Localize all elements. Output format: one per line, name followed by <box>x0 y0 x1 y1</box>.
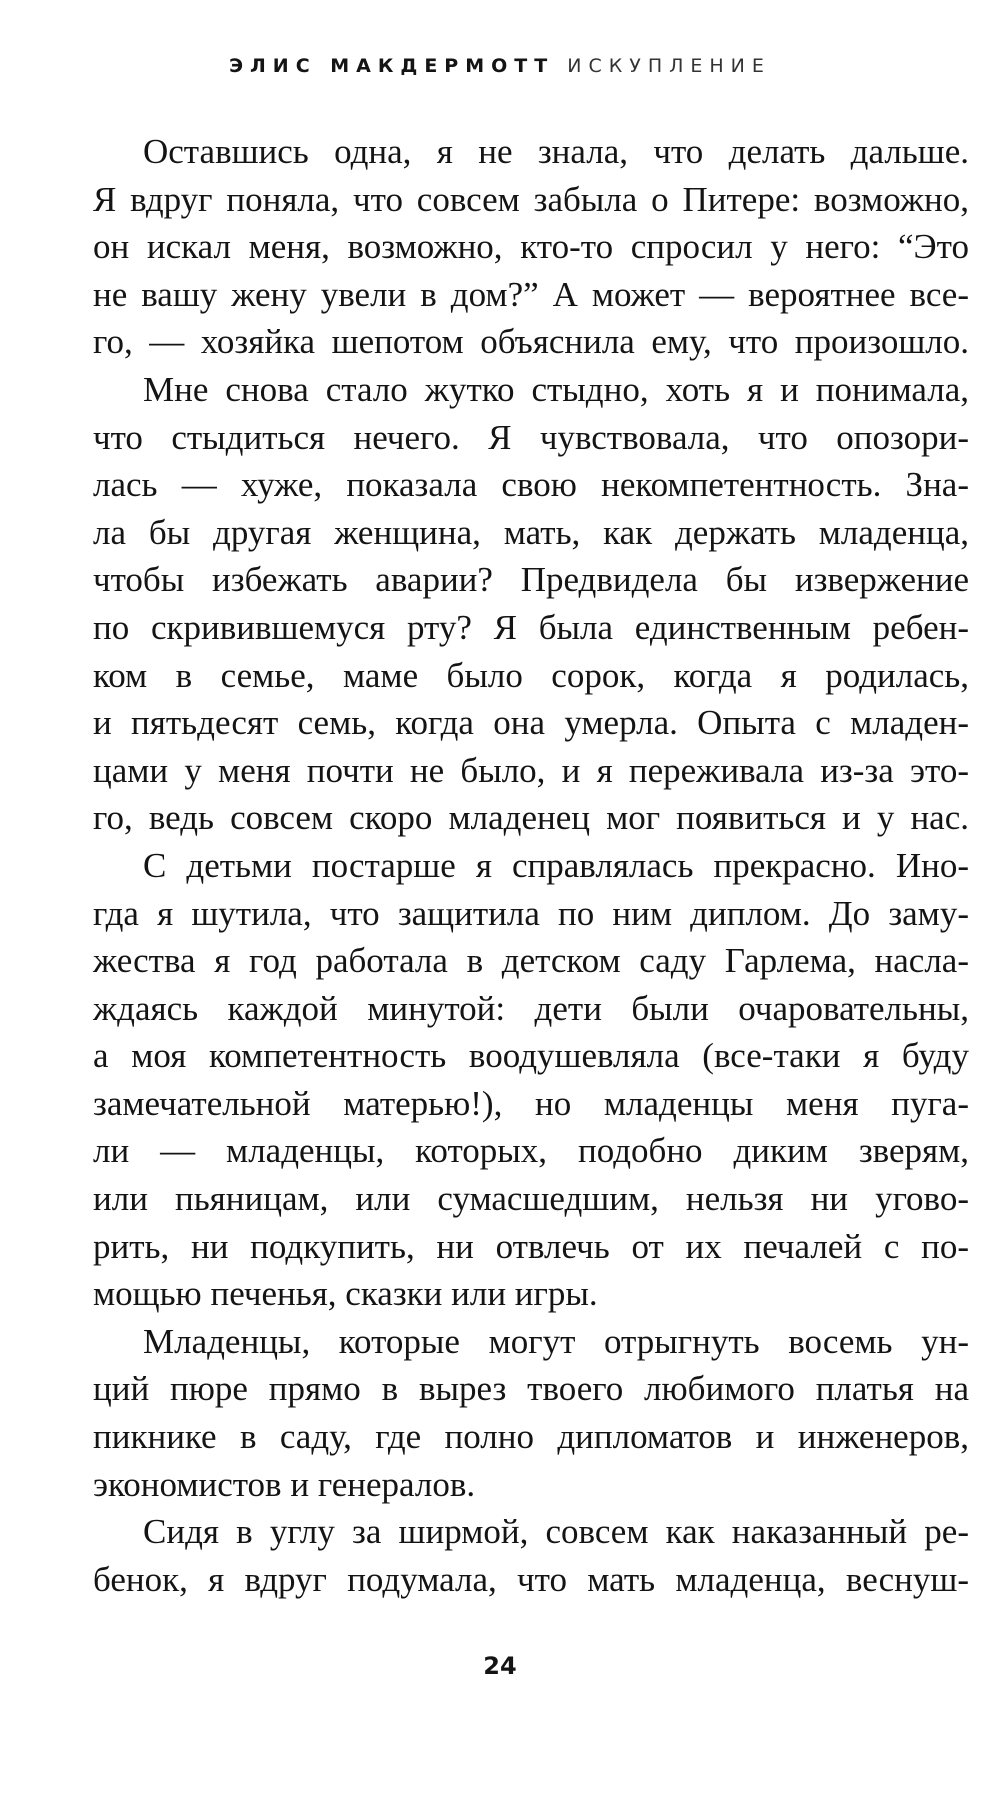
text-line: жества я год работала в детском саду Гарлема, насла- <box>93 941 969 981</box>
text-line: ли — младенцы, которых, подобно диким зверям, <box>93 1131 969 1171</box>
text-line: цами у меня почти не было, и я переживала из-за это- <box>93 750 969 790</box>
text-line: мощью печенья, сказки или игры. <box>93 1274 598 1314</box>
text-line: Оставшись одна, я не знала, что делать дальше. <box>143 132 969 171</box>
text-line: го, ведь совсем скоро младенец мог появиться и у нас. <box>93 798 969 838</box>
paragraph <box>93 128 969 366</box>
text-line: С детьми постарше я справлялась прекрасно. Ино- <box>143 845 969 885</box>
text-line: гда я шутила, что защитила по ним диплом. До заму- <box>93 893 969 933</box>
text-line: и пятьдесят семь, когда она умерла. Опыта с младен- <box>93 703 969 743</box>
text-line: экономистов и генералов. <box>93 1464 476 1504</box>
text-line: Сидя в углу за ширмой, совсем как наказанный ре- <box>143 1512 969 1552</box>
paragraph <box>93 1508 969 1603</box>
text-line: лась — хуже, показала свою некомпетентность. Зна- <box>93 465 969 505</box>
page-number: 24 <box>483 1652 517 1680</box>
text-line: бенок, я вдруг подумала, что мать младенца, веснуш- <box>93 1559 969 1599</box>
text-line: или пьяницам, или сумасшедшим, нельзя ни угово- <box>93 1179 969 1219</box>
text-line: Младенцы, которые могут отрыгнуть восемь ун- <box>143 1321 969 1361</box>
header-author: ЭЛИС МАКДЕРМОТТ <box>229 55 555 77</box>
text-line: ций пюре прямо в вырез твоего любимого платья на <box>93 1369 969 1409</box>
header-book-title: ИСКУПЛЕНИЕ <box>567 55 771 77</box>
text-line: рить, ни подкупить, ни отвлечь от их печалей с по- <box>93 1226 969 1266</box>
text-line: Я вдруг поняла, что совсем забыла о Питере: возможно, <box>93 179 969 219</box>
text-line: Мне снова стало жутко стыдно, хоть я и понимала, <box>143 369 969 409</box>
text-line: чтобы избежать аварии? Предвидела бы извержение <box>93 560 969 600</box>
text-line: что стыдиться нечего. Я чувствовала, что опозори- <box>93 417 969 457</box>
text-line: а моя компетентность воодушевляла (все-таки я буду <box>93 1036 969 1076</box>
paragraph <box>93 1318 969 1508</box>
text-line: ждаясь каждой минутой: дети были очаровательны, <box>93 988 969 1028</box>
text-line: не вашу жену увели в дом?” А может — вероятнее все- <box>93 274 969 314</box>
text-line: го, — хозяйка шепотом объяснила ему, что произошло. <box>93 322 969 362</box>
text-line: пикнике в саду, где полно дипломатов и инженеров, <box>93 1417 969 1457</box>
paragraph <box>93 842 969 1318</box>
paragraph <box>93 366 969 842</box>
text-line: по скривившемуся рту? Я была единственным ребен- <box>93 607 969 647</box>
text-line: замечательной матерью!), но младенцы меня пуга- <box>93 1083 969 1123</box>
page-body-text <box>93 128 969 1603</box>
text-line: ком в семье, маме было сорок, когда я родилась, <box>93 655 969 695</box>
running-header <box>0 52 1000 80</box>
text-line: ла бы другая женщина, мать, как держать младенца, <box>93 512 969 552</box>
text-line: он искал меня, возможно, кто-то спросил у него: “Это <box>93 227 969 267</box>
